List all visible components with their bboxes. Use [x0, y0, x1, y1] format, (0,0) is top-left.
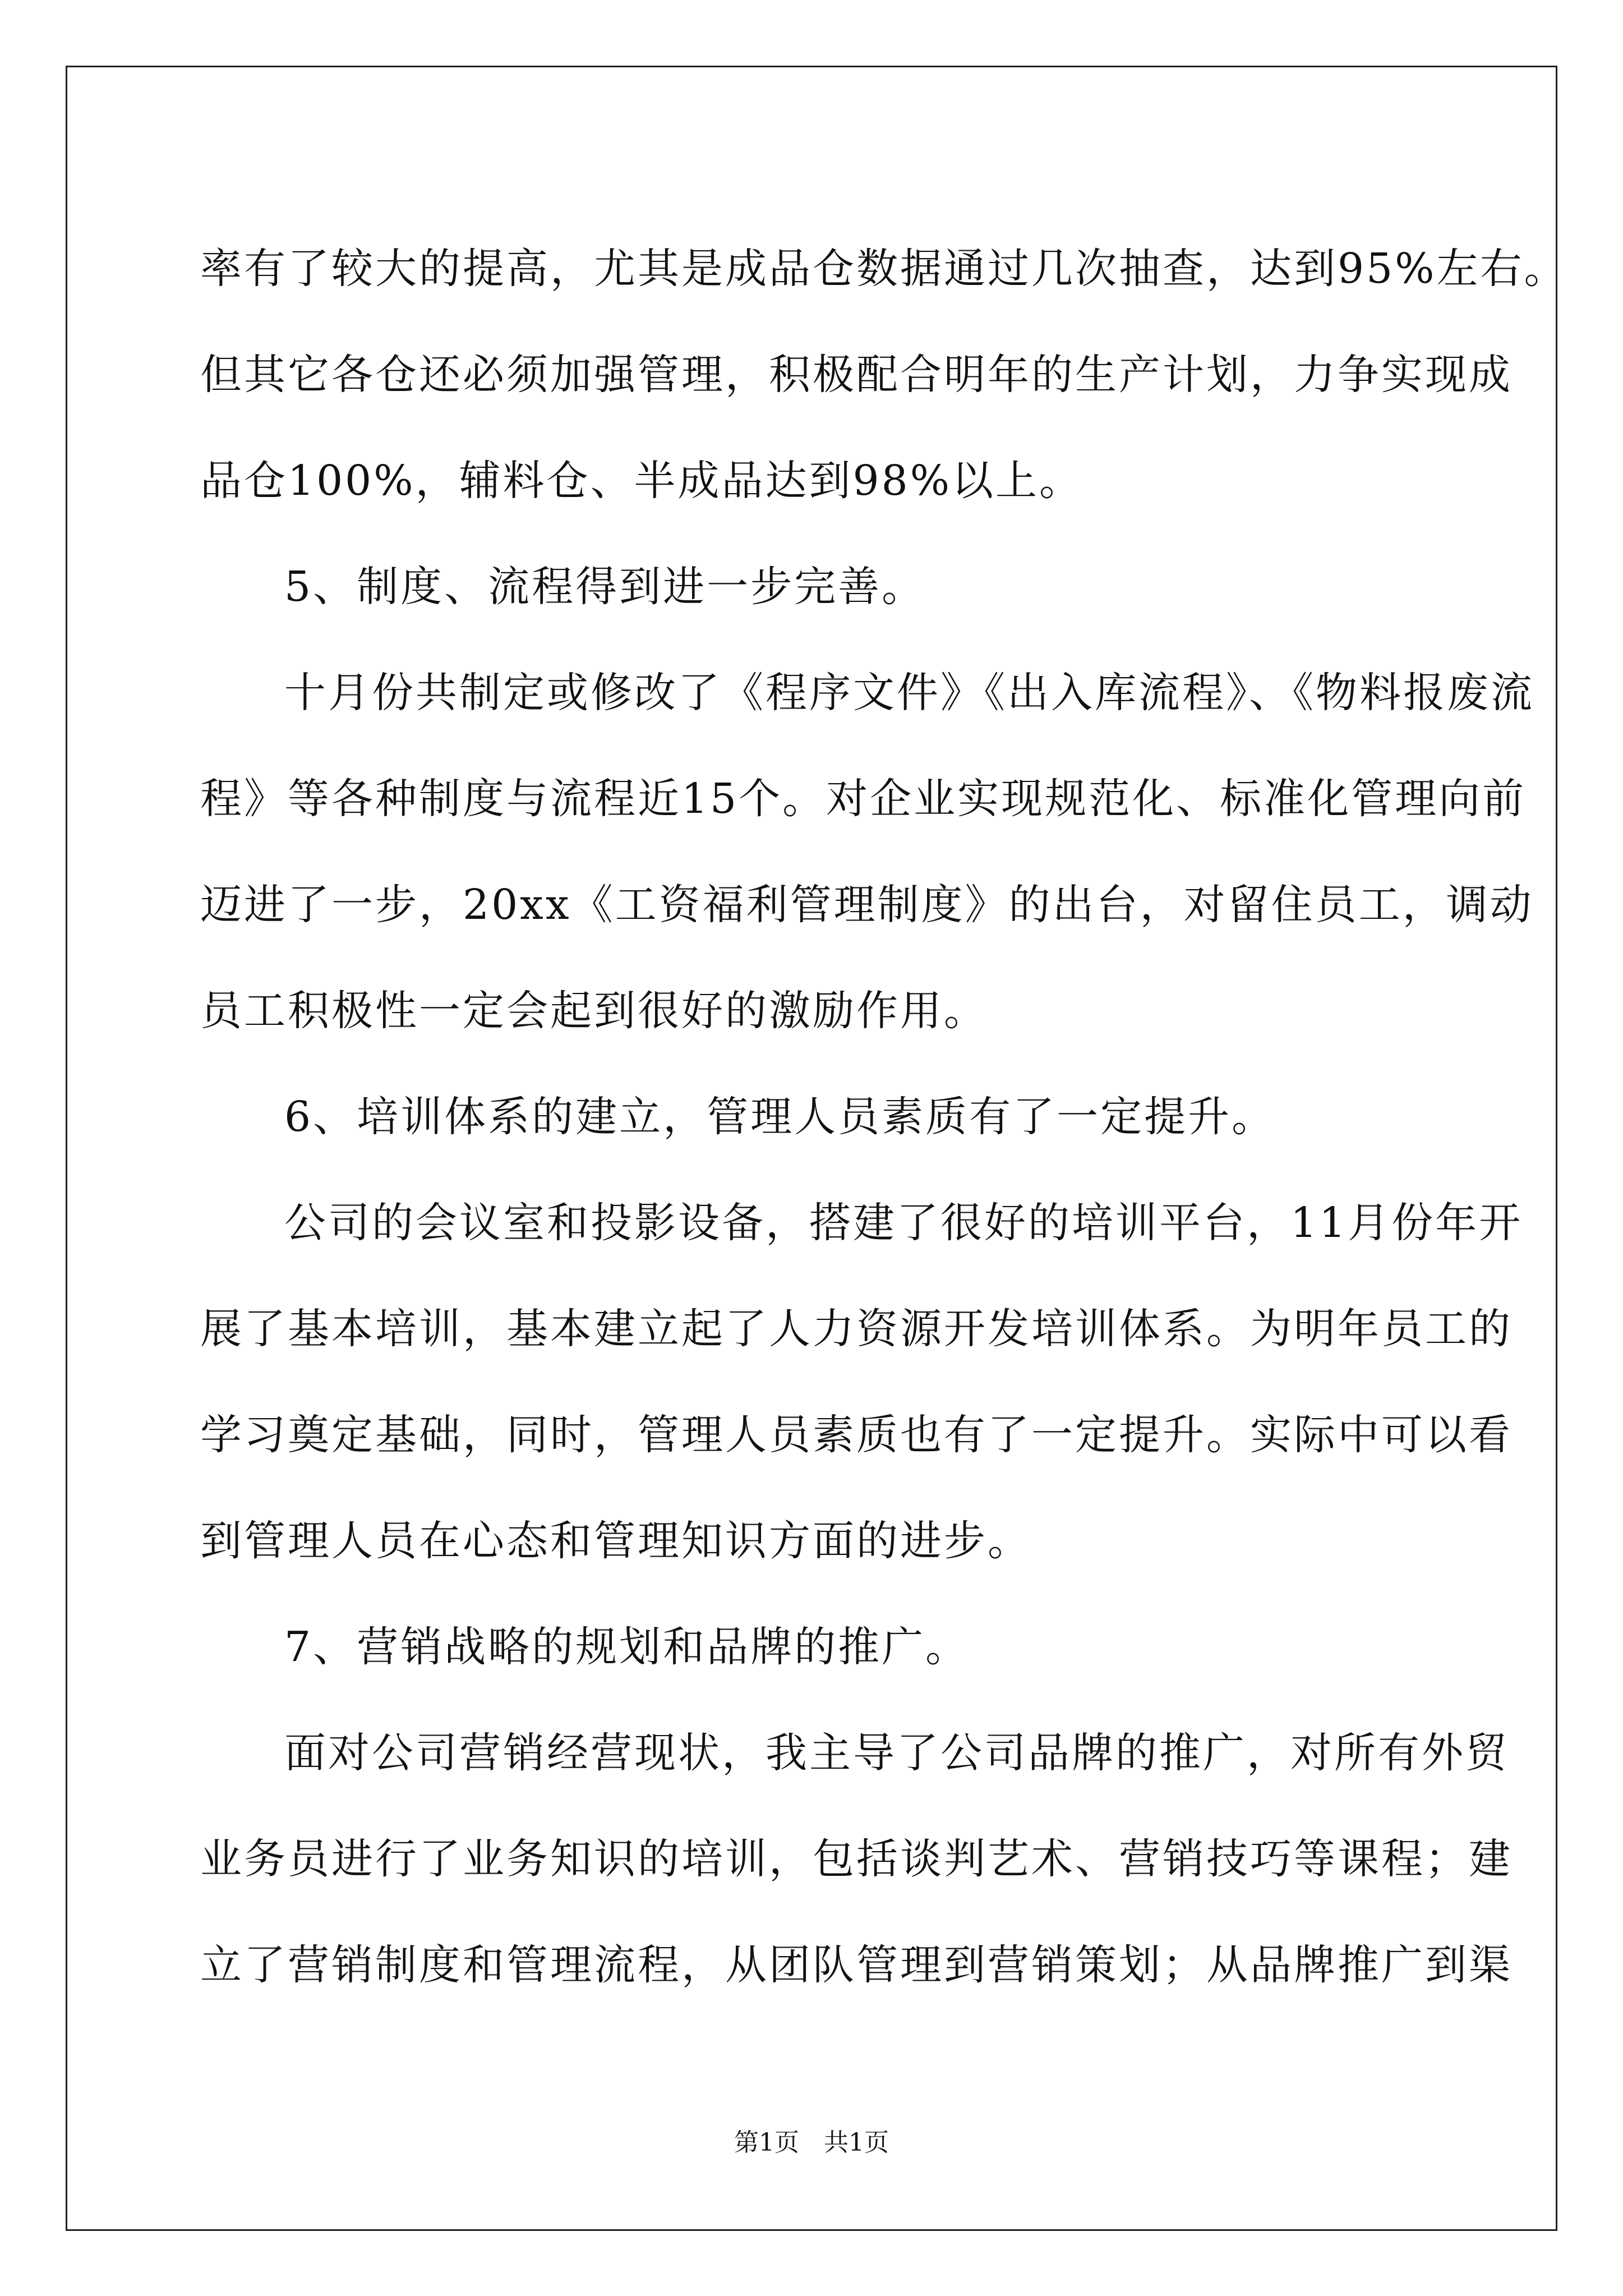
text-line: 学习奠定基础，同时，管理人员素质也有了一定提升。实际中可以看 — [200, 1411, 1513, 1459]
section-heading: 5、制度、流程得到进一步完善。 — [284, 563, 926, 611]
page-footer: 第1页 共1页 — [734, 2128, 889, 2157]
text-line: 但其它各仓还必须加强管理，积极配合明年的生产计划，力争实现成 — [200, 351, 1513, 399]
text-line: 员工积极性一定会起到很好的激励作用。 — [200, 987, 988, 1035]
text-line: 公司的会议室和投影设备，搭建了很好的培训平台，11月份年开 — [284, 1199, 1523, 1247]
section-heading: 6、培训体系的建立，管理人员素质有了一定提升。 — [284, 1093, 1276, 1141]
text-line: 立了营销制度和管理流程，从团队管理到营销策划；从品牌推广到渠 — [200, 1941, 1513, 1989]
text-line: 面对公司营销经营现状，我主导了公司品牌的推广，对所有外贸 — [284, 1729, 1509, 1777]
text-line: 迈进了一步，20xx《工资福利管理制度》的出台，对留住员工，调动 — [200, 881, 1534, 929]
text-line: 到管理人员在心态和管理知识方面的进步。 — [200, 1517, 1031, 1565]
text-line: 程》等各种制度与流程近15个。对企业实现规范化、标准化管理向前 — [200, 775, 1527, 823]
section-heading: 7、营销战略的规划和品牌的推广。 — [284, 1623, 970, 1671]
text-line: 率有了较大的提高，尤其是成品仓数据通过几次抽查，达到95%左右。 — [200, 245, 1568, 293]
text-line: 十月份共制定或修改了《程序文件》《出入库流程》、《物料报废流 — [284, 669, 1534, 717]
text-line: 展了基本培训，基本建立起了人力资源开发培训体系。为明年员工的 — [200, 1305, 1513, 1353]
document-body — [200, 216, 1568, 2018]
text-line: 业务员进行了业务知识的培训，包括谈判艺术、营销技巧等课程；建 — [200, 1835, 1513, 1883]
text-line: 品仓100%，辅料仓、半成品达到98%以上。 — [200, 457, 1083, 505]
